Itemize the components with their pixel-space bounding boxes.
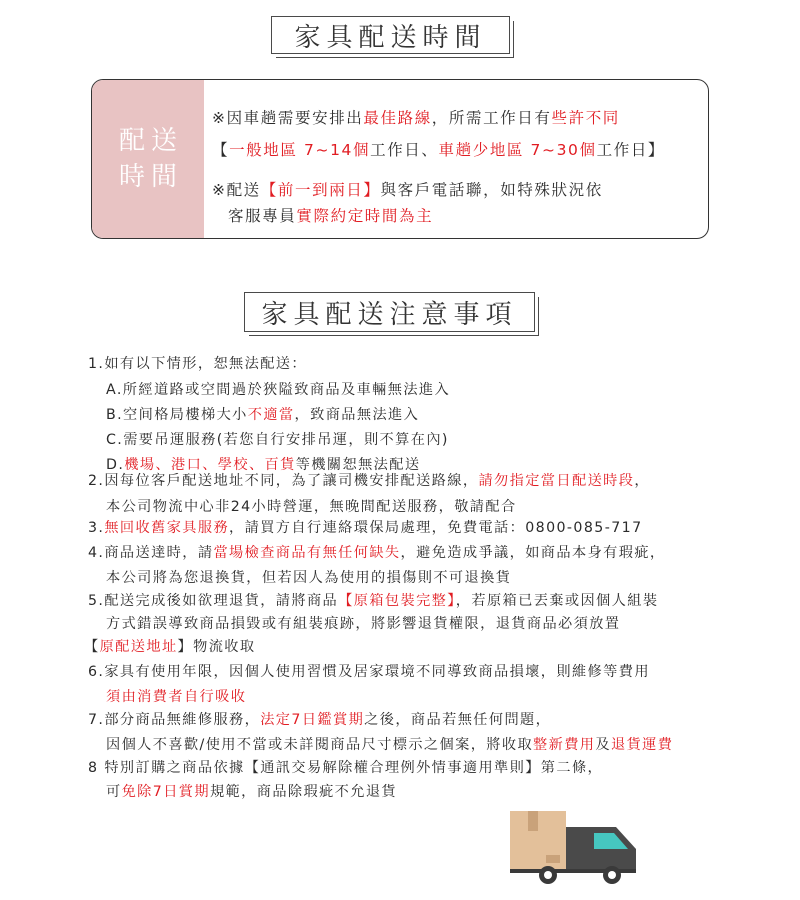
highlight-text: 須由消費者自行吸收: [106, 689, 247, 705]
highlight-text: 當場檢查商品有無任何缺失: [213, 545, 401, 561]
delivery-note-line: [88, 541, 666, 565]
text-segment: ，若原箱已丟棄或因個人組裝: [455, 593, 659, 609]
delivery-note-line: [106, 403, 419, 427]
delivery-note-line: [88, 352, 307, 376]
delivery-time-line-4: [228, 204, 433, 226]
delivery-note-line: [106, 733, 673, 757]
text-segment: D.: [106, 457, 125, 473]
delivery-note-line: [88, 660, 650, 684]
truck-cargo-box-tape: [528, 811, 538, 831]
delivery-note-line: [106, 378, 450, 402]
text-segment: 本公司物流中心非24小時營運，無晚間配送服務，敬請配合: [106, 499, 517, 515]
delivery-note-line: [106, 566, 511, 590]
text-segment: 【: [212, 141, 230, 159]
highlight-text: 些許不同: [551, 109, 620, 127]
delivery-time-side-label: 配送 時間: [92, 80, 204, 238]
text-segment: ，: [634, 473, 650, 489]
text-segment: 7.部分商品無維修服務，: [88, 712, 261, 728]
text-segment: 2.因每位客戶配送地址不同，為了讓司機安排配送路線，: [88, 473, 479, 489]
text-segment: A.所經道路或空間過於狹隘致商品及車輛無法進入: [106, 382, 451, 398]
text-segment: B.空间格局樓梯大小: [106, 407, 248, 423]
highlight-text: 一般地區 7~14個: [229, 141, 371, 159]
truck-wheel-front-hub: [608, 871, 616, 879]
text-segment: 本公司將為您退換貨，但若因人為使用的損傷則不可退換貨: [106, 570, 512, 586]
delivery-note-line: [106, 612, 620, 636]
text-segment: 規範，商品除瑕疵不允退貨: [209, 784, 398, 800]
text-segment: 可: [106, 784, 122, 800]
delivery-note-line: [106, 428, 449, 452]
highlight-text: 車趟少地區 7~30個: [438, 141, 597, 159]
text-segment: 3.: [88, 520, 105, 536]
text-segment: ，所需工作日有: [431, 109, 552, 127]
text-segment: ，致商品無法進入: [294, 407, 420, 423]
text-segment: 6.家具有使用年限，因個人使用習慣及居家環境不同導致商品損壞，則維修等費用: [88, 664, 650, 680]
text-segment: 方式錯誤導致商品損毀或有組裝痕跡，將影響退貨權限，退貨商品必須放置: [106, 616, 621, 632]
text-segment: 】物流收取: [177, 639, 256, 655]
text-segment: 與客戶電話聯，如特殊狀況依: [380, 181, 603, 199]
delivery-note-line: [88, 516, 643, 540]
text-segment: 5.配送完成後如欲理退貨，請將商品: [88, 593, 339, 609]
highlight-text: 不適當: [247, 407, 295, 423]
text-segment: 4.商品送達時，請: [88, 545, 214, 561]
highlight-text: 【原箱包裝完整】: [338, 593, 456, 609]
text-segment: 之後，商品若無任何問題，: [364, 712, 552, 728]
text-segment: 及: [595, 737, 611, 753]
text-segment: 工作日】: [596, 141, 666, 159]
text-segment: 等機關恕無法配送: [295, 457, 421, 473]
highlight-text: 最佳路線: [363, 109, 432, 127]
truck-cargo-box-label: [546, 855, 560, 863]
text-segment: 8 特別訂購之商品依據【通訊交易解除權合理例外情事適用準則】第二條，: [88, 760, 604, 776]
text-segment: 因個人不喜歡/使用不當或未詳閱商品尺寸標示之個案，將收取: [106, 737, 534, 753]
highlight-text: 無回收舊家具服務: [104, 520, 230, 536]
highlight-text: 整新費用: [533, 737, 596, 753]
highlight-text: 退貨運費: [611, 737, 674, 753]
delivery-note-line: [88, 469, 650, 493]
highlight-text: 免除7日賞期: [121, 784, 210, 800]
truck-trailer-bed: [566, 827, 588, 871]
delivery-note-line: [88, 756, 603, 780]
text-segment: ，避免造成爭議，如商品本身有瑕疵，: [400, 545, 666, 561]
delivery-time-line-2: [212, 138, 665, 160]
delivery-note-line: [88, 589, 658, 613]
text-segment: 客服專員: [228, 207, 297, 225]
delivery-truck-icon: [508, 805, 642, 885]
text-segment: 【: [84, 639, 100, 655]
delivery-time-line-1: [212, 106, 620, 128]
delivery-note-line: [106, 780, 397, 804]
highlight-text: 機場、港口、學校、百貨: [124, 457, 296, 473]
text-segment: C.需要吊運服務(若您自行安排吊運，則不算在內): [106, 432, 449, 448]
highlight-text: 【前一到兩日】: [260, 181, 381, 199]
section-title-delivery-notes: 家具配送注意事項: [244, 292, 535, 332]
highlight-text: 法定7日鑑賞期: [260, 712, 365, 728]
section-title-delivery-time: 家具配送時間: [271, 16, 510, 54]
delivery-time-card: [91, 79, 709, 239]
text-segment: 1.如有以下情形，恕無法配送：: [88, 356, 307, 372]
delivery-time-body: [204, 80, 708, 238]
delivery-time-line-3: [212, 178, 603, 200]
highlight-text: 請勿指定當日配送時段: [478, 473, 635, 489]
highlight-text: 實際約定時間為主: [296, 207, 434, 225]
delivery-note-line: [88, 708, 551, 732]
truck-wheel-rear-hub: [544, 871, 552, 879]
text-segment: ※因車趟需要安排出: [212, 109, 364, 127]
text-segment: ※配送: [212, 181, 261, 199]
text-segment: ，請買方自行連絡環保局處理，免費電話：0800-085-717: [229, 520, 643, 536]
delivery-note-line: [84, 635, 256, 659]
delivery-note-line: [106, 685, 246, 709]
text-segment: 工作日、: [370, 141, 439, 159]
highlight-text: 原配送地址: [99, 639, 178, 655]
